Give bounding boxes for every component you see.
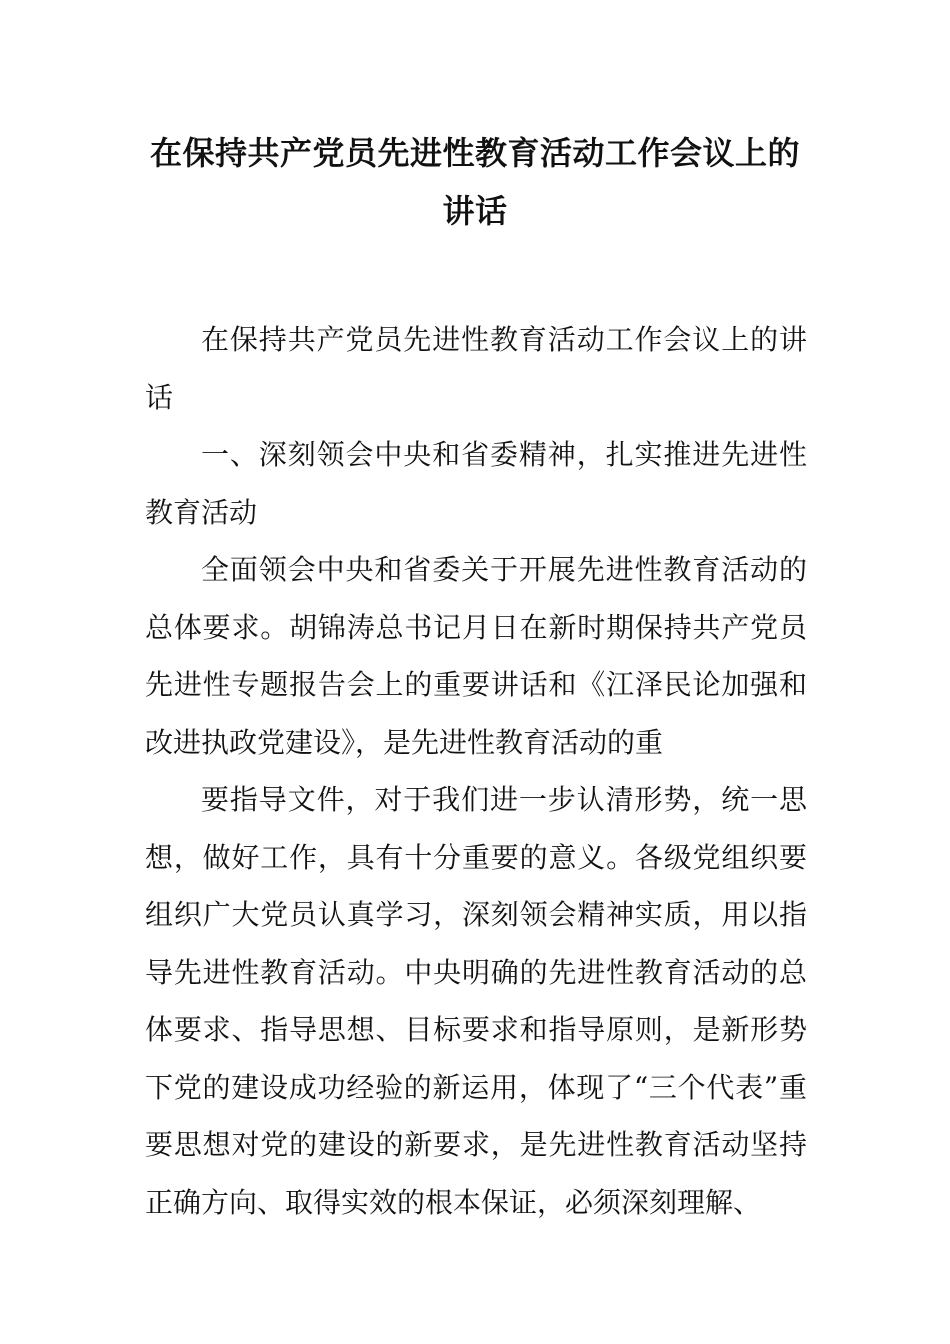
document-body [145, 311, 807, 1231]
paragraph-2: 一、深刻领会中央和省委精神，扎实推进先进性教育活动 [145, 438, 807, 529]
paragraph-3: 全面领会中央和省委关于开展先进性教育活动的总体要求。胡锦涛总书记月日在新时期保持共产党员先进性专题报告会上的重要讲话和《江泽民论加强和改进执政党建设》，是先进性教育活动的重 [145, 553, 807, 759]
paragraph-4: 要指导文件，对于我们进一步认清形势，统一思想，做好工作，具有十分重要的意义。各级党组织要组织广大党员认真学习，深刻领会精神实质，用以指导先进性教育活动。中央明确的先进性教育活动的总体要求、指导思想、目标要求和指导原则，是新形势下党的建设成功经验的新运用，体现了“三个代表”重要思想对党的建设的新要求，是先进性教育活动坚持正确方向、取得实效的根本保证，必须深刻理解、 [145, 783, 807, 1219]
paragraph-1: 在保持共产党员先进性教育活动工作会议上的讲话 [145, 323, 807, 414]
document-title: 在保持共产党员先进性教育活动工作会议上的讲话 [149, 134, 800, 230]
